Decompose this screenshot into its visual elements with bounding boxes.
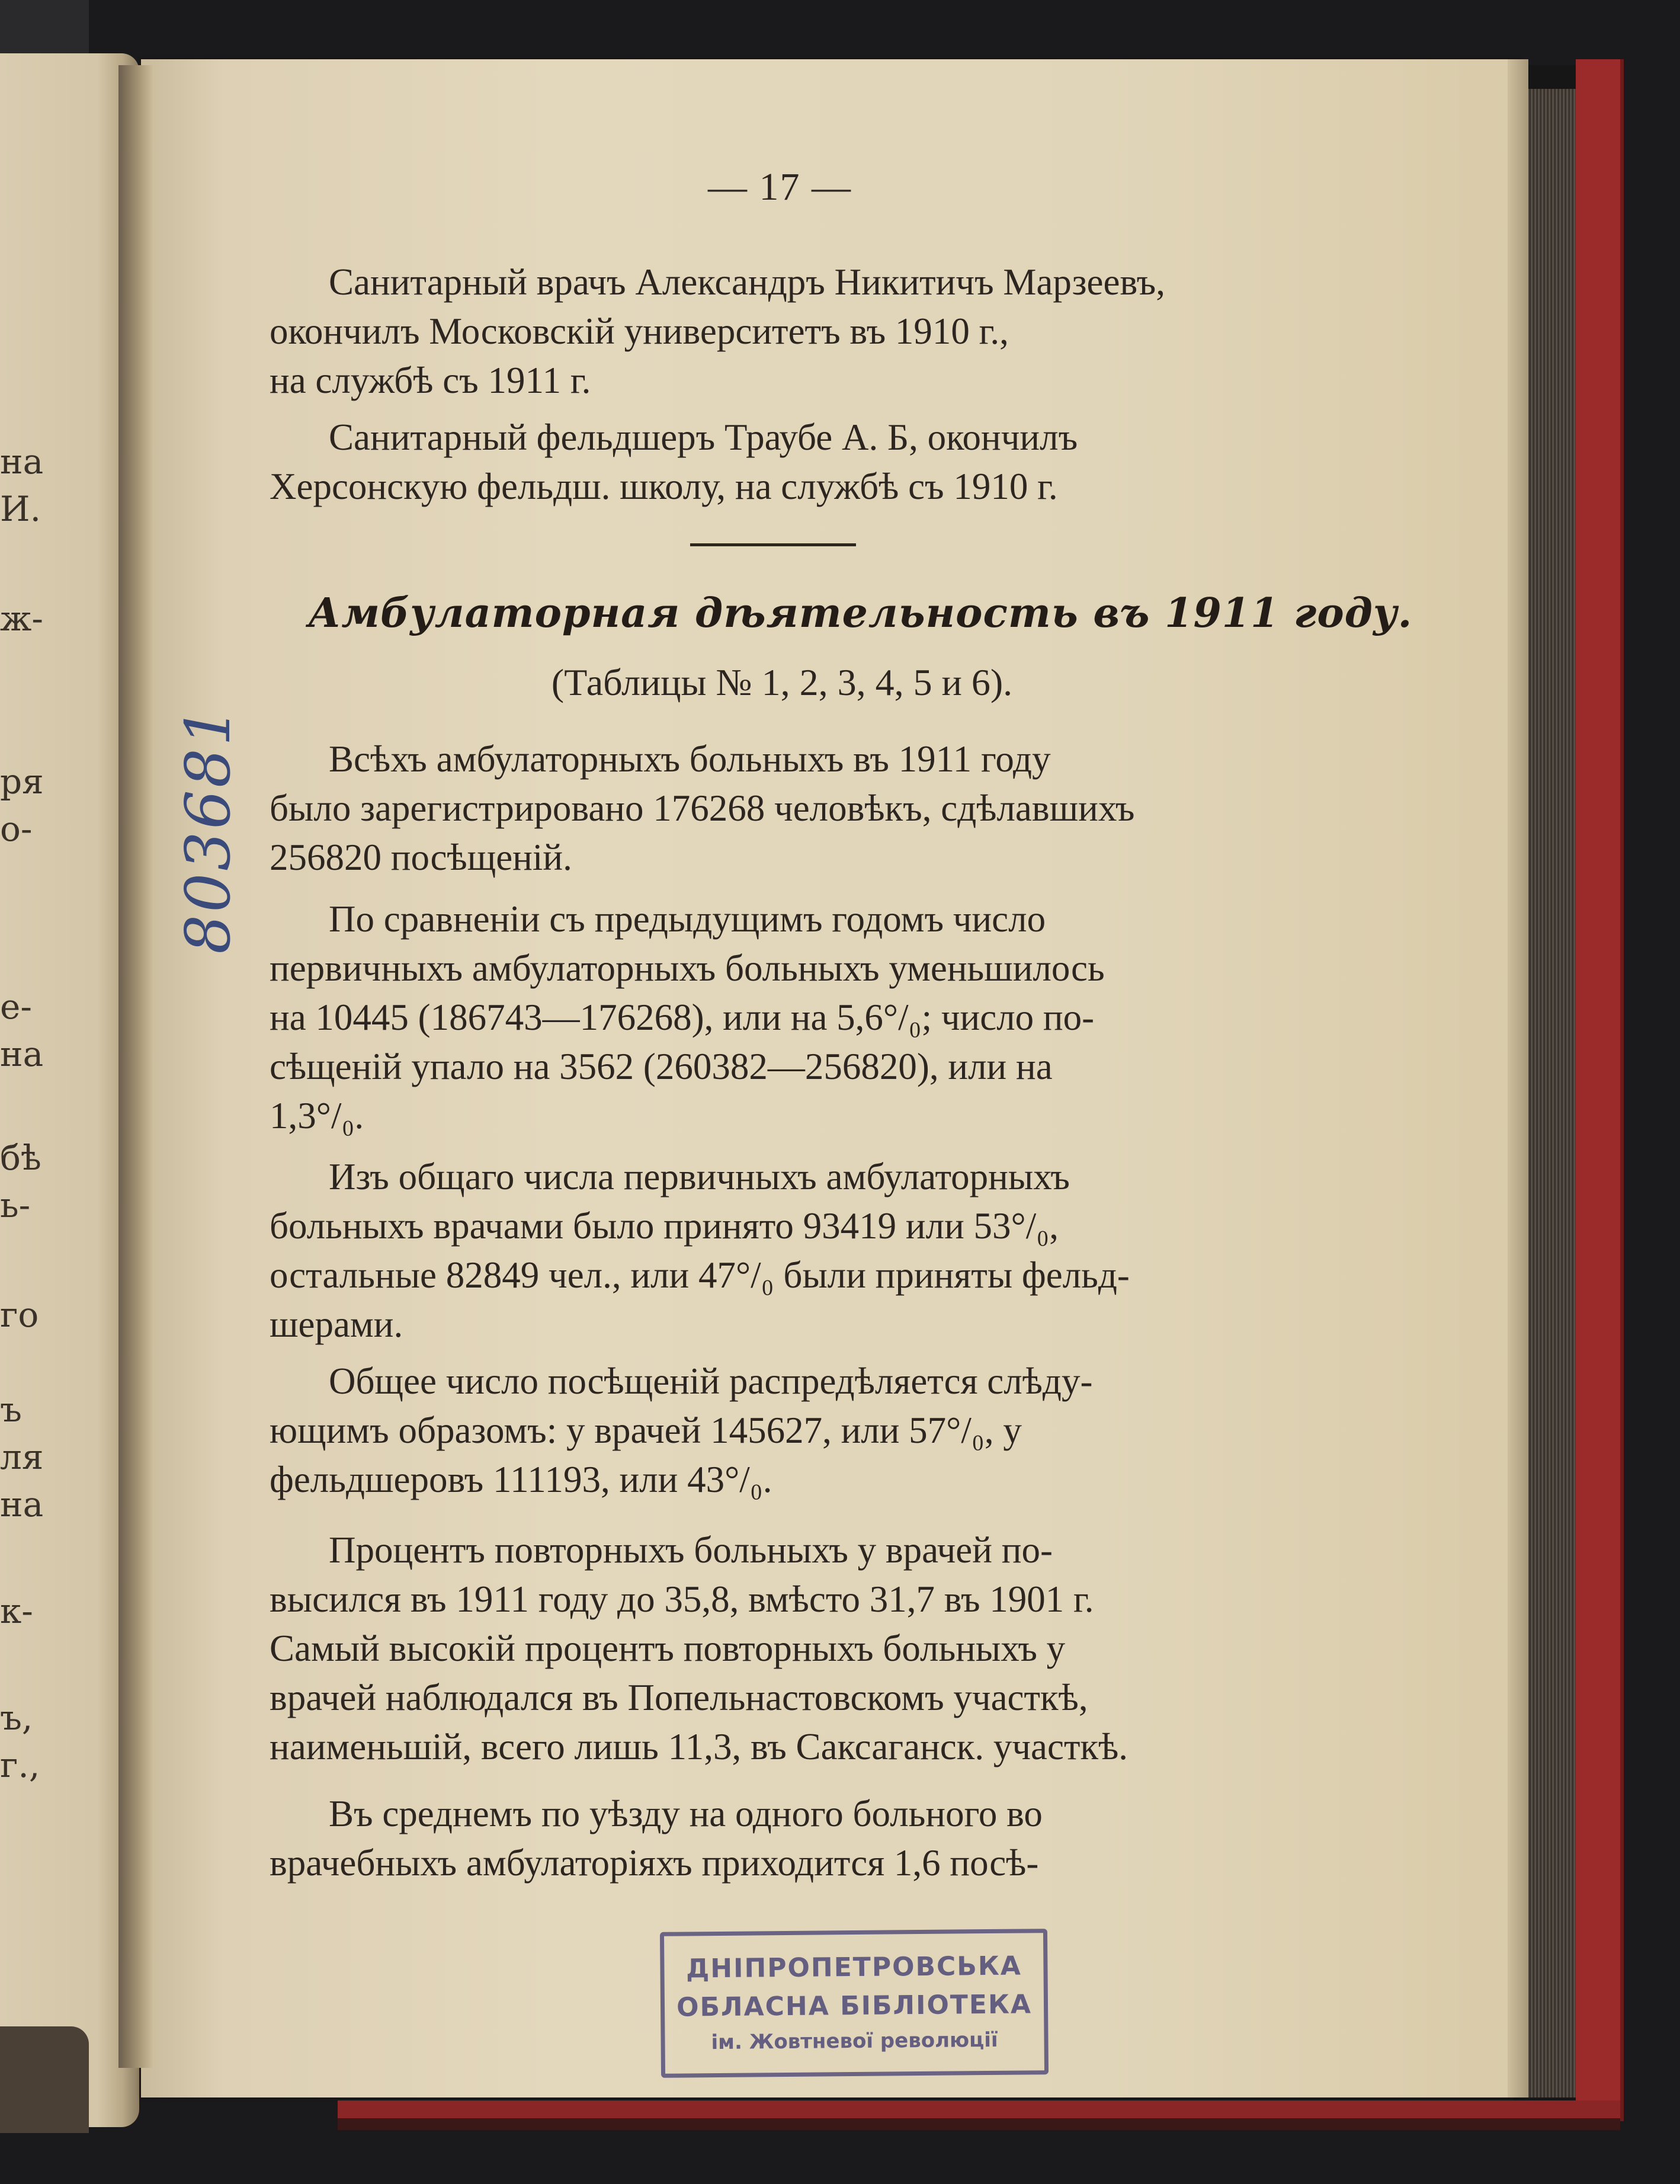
book-gutter	[118, 65, 154, 2068]
paragraph-sanitary-doctor	[270, 258, 1271, 405]
left-fragment: на	[0, 1484, 44, 1525]
stamp-line: ДНІПРОПЕТРОВСЬКА	[685, 1951, 1022, 1984]
left-fragment: бѣ	[0, 1138, 41, 1178]
text-line: окончилъ Московскій университетъ въ 1910 г.,	[270, 310, 1009, 352]
paragraph	[270, 1789, 1271, 1888]
section-subheading: (Таблицы № 1, 2, 3, 4, 5 и 6).	[551, 661, 1013, 703]
text-line: Самый высокій процентъ повторныхъ больныхъ у	[270, 1628, 1066, 1669]
text-line: сѣщеній упало на 3562 (260382—256820), или на	[270, 1046, 1053, 1087]
text-line: Всѣхъ амбулаторныхъ больныхъ въ 1911 году	[329, 738, 1051, 780]
left-fragment: ь-	[0, 1185, 31, 1225]
section-divider	[690, 543, 856, 546]
paragraph	[270, 1526, 1271, 1772]
left-fragment: г.,	[0, 1745, 40, 1785]
text-line: высился въ 1911 году до 35,8, вмѣсто 31,7 въ 1901 г.	[270, 1578, 1094, 1620]
left-fragment: на	[0, 441, 44, 482]
text-line: первичныхъ амбулаторныхъ больныхъ уменьшилось	[270, 947, 1105, 989]
text-line: ющимъ образомъ: у врачей 145627, или 57°/₀, у	[270, 1410, 1022, 1451]
text-line: шерами.	[270, 1304, 403, 1345]
text-line: Санитарный врачъ Александръ Никитичъ Марзеевъ,	[329, 261, 1165, 303]
left-fragment: ря	[0, 761, 44, 802]
paragraph-sanitary-feldsher	[270, 413, 1271, 511]
section-heading: Амбулаторная дѣятельность въ 1911 году.	[308, 590, 1413, 637]
left-fragment: И.	[0, 489, 41, 529]
paragraph	[270, 895, 1271, 1141]
paragraph	[270, 1152, 1271, 1349]
right-page-edge	[1508, 59, 1528, 2097]
stamp-line: ОБЛАСНА БІБЛІОТЕКА	[676, 1989, 1033, 2023]
text-line: было зарегистрировано 176268 человѣкъ, сдѣлавшихъ	[270, 787, 1135, 829]
left-fragment: на	[0, 1034, 44, 1074]
text-line: 256820 посѣщеній.	[270, 837, 572, 878]
library-stamp	[660, 1929, 1049, 2078]
left-fragment: ж-	[0, 598, 43, 639]
paragraph	[270, 735, 1271, 882]
background-corner	[0, 0, 89, 59]
text-line: на службѣ съ 1911 г.	[270, 360, 591, 401]
left-fragment: ля	[0, 1437, 44, 1477]
text-line: на 10445 (186743—176268), или на 5,6°/₀; число по-	[270, 997, 1095, 1038]
text-line: наименьшій, всего лишь 11,3, въ Саксаганск. участкѣ.	[270, 1726, 1128, 1767]
left-fragment: е-	[0, 987, 32, 1027]
text-line: Процентъ повторныхъ больныхъ у врачей по-	[329, 1529, 1053, 1571]
book-cover-bottom-shadow	[338, 2118, 1620, 2130]
page-block-edges	[1528, 89, 1576, 2097]
text-line: врачебныхъ амбулаторіяхъ приходится 1,6 посѣ-	[270, 1842, 1039, 1884]
left-fragment: о-	[0, 809, 33, 849]
book-cover-right	[1576, 59, 1624, 2121]
text-line: больныхъ врачами было принято 93419 или 53°/₀,	[270, 1205, 1059, 1247]
text-line: Изъ общаго числа первичныхъ амбулаторныхъ	[329, 1156, 1070, 1197]
left-fragment: к-	[0, 1591, 33, 1631]
left-fragment: ъ,	[0, 1698, 33, 1738]
stamp-line: ім. Жовтневої революції	[711, 2028, 998, 2055]
left-cover-edge	[0, 2026, 89, 2133]
left-fragment: го	[0, 1295, 39, 1335]
text-line: Херсонскую фельдш. школу, на службѣ съ 1910 г.	[270, 466, 1058, 507]
text-line: фельдшеровъ 111193, или 43°/₀.	[270, 1459, 772, 1500]
text-line: 1,3°/₀.	[270, 1095, 364, 1136]
text-line: остальные 82849 чел., или 47°/₀ были приняты фельд-	[270, 1254, 1130, 1296]
paragraph	[270, 1357, 1271, 1504]
handwritten-inventory-number: 803681	[172, 704, 244, 954]
page-number: — 17 —	[708, 165, 852, 209]
text-line: По сравненіи съ предыдущимъ годомъ число	[329, 898, 1046, 940]
text-line: Общее число посѣщеній распредѣляется слѣду-	[329, 1360, 1093, 1402]
text-line: Въ среднемъ по уѣзду на одного больного во	[329, 1793, 1043, 1834]
text-line: Санитарный фельдшеръ Траубе А. Б, окончилъ	[329, 417, 1078, 458]
left-fragment: ъ	[0, 1389, 22, 1430]
text-line: врачей наблюдался въ Попельнастовскомъ участкѣ,	[270, 1677, 1088, 1718]
left-page-text-fragments	[0, 53, 136, 2127]
